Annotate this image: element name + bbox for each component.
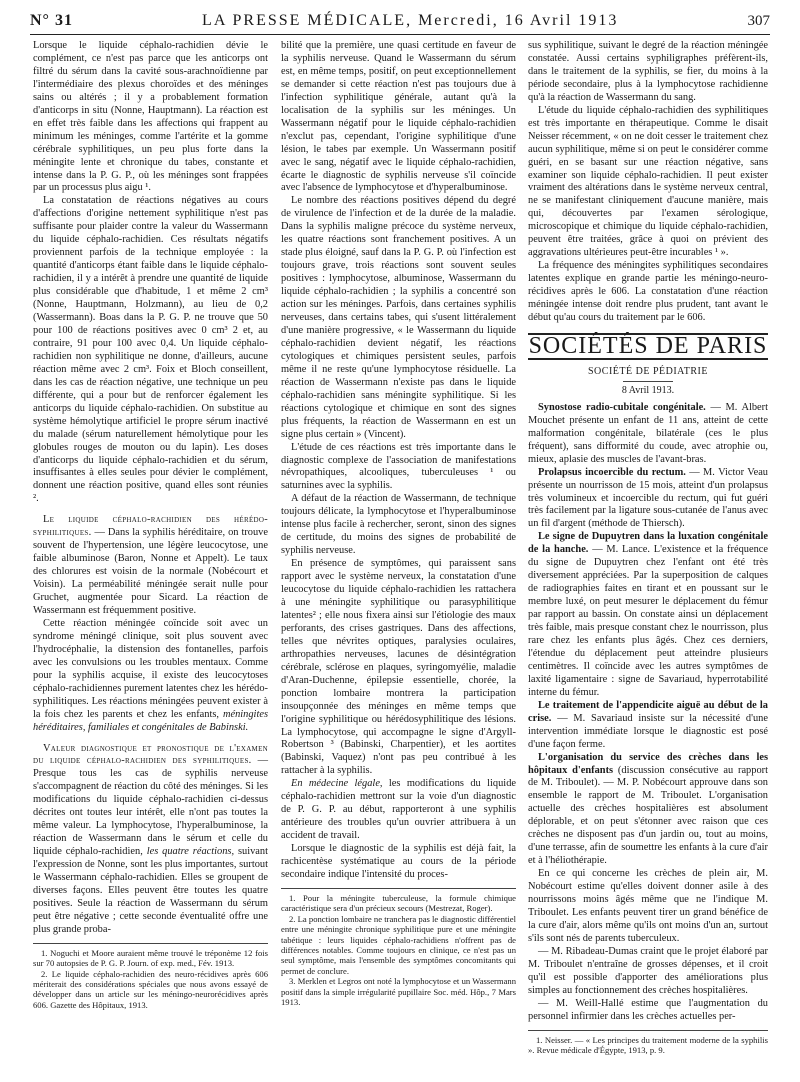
column-1 (33, 40, 268, 1080)
issue-number: N° 31 (30, 12, 73, 29)
footnotes (528, 1030, 768, 1056)
paragraph: En présence de symptômes, qui paraissent sans rapport avec le système nerveux, la constatation d'une leucocytose du liquide céphalo-rachidien les rattachera à une méningite syphilitique ou parasyphilitique latentes² ; elle nous fixera ainsi sur l'étiologie des maux perforants, des crises gastriques. Dans des affections, telles que névrites optiques, paralysies oculaires, arthropathies nerveuses, lacunes de désintégration cérébrale, sclérose en plaques, syringomyélie, maladie d'Aran-Duchenne, épilepsie essentielle, chorée, la ponction lombaire montrera la participation insoupçonnée des méninges en même temps que l'origine syphilitique ou hérédosyphilitique des lésions. La lymphocytose, qui accompagne le signe d'Argyll-Robertson ³ (Babinski, Charpentier), et les aortites (Babinski, Vaquez) n'ont pas peu contribué à les rattacher à la syphilis. (281, 558, 516, 777)
paragraph: — M. Weill-Hallé estime que l'augmentation du personnel infirmier dans les crèches actuelles per- (528, 997, 768, 1022)
italic-text: méningites héréditaires, familiales et congénitales de Babinski. (33, 708, 268, 733)
paragraph (33, 618, 268, 735)
footnote: 2. Le liquide céphalo-rachidien des neuro-récidives après 606 mériterait des considérations spéciales que nous avons essayé de développer dans un article sur les méningo-neurorécidives après 606. Gazette des Hôpitaux, 1913. (33, 968, 268, 1010)
paragraph: En ce qui concerne les crèches de plein air, M. Nobécourt estime qu'elles doivent donner asile à des nourrissons moins âgés même que ne l'indique M. Triboulet. Les enfants peuvent tirer un grand bénéfice de la cure d'air, alors même qu'ils ont moins d'un an, surtout s'ils sont nés de parents tuberculeux. (528, 868, 768, 944)
section-banner (528, 333, 768, 360)
paragraph: L'étude de ces réactions est très importante dans le diagnostic complexe de l'association de manifestations névropathiques, alcooliques, tuberculeuses ¹ ou saturnines avec la syphilis. (281, 441, 516, 492)
page-number: 307 (747, 12, 770, 29)
footnote: 3. Merklen et Legros ont noté la lymphocytose et un Wassermann positif dans la simple irrégularité pupillaire Soc. méd. Hôp., 7 Mars 1913. (281, 976, 516, 1008)
entry (528, 402, 768, 467)
footnote: 1. Neisser. — « Les principes du traitement moderne de la syphilis ». Revue médicale d'Égypte, 1913, p. 9. (528, 1034, 768, 1055)
entry-title: L'organisation du service des crèches dans les hôpitaux d'enfants (528, 751, 768, 776)
entry-text: — M. Albert Mouchet présente un enfant de 11 ans, atteint de cette malformation congénitale, bilatérale (ces le plus fréquent), sans difformité du coude, avec atrophie ou, mieux, aplasie des muscles de l'avant-bras. (528, 401, 768, 465)
entry (528, 752, 768, 869)
paragraph-text: Cette réaction méningée coïncide soit avec un syndrome méningé clinique, soit plus souvent avec l'hydrocéphalie, la distension des fontanelles, parfois avec les convulsions ou les troubles mentaux. Comme pour la syphilis acquise, il existe des leucocytoses céphalo-rachidiennes purement latentes chez les hérédo-syphilitiques. Les réactions méningées peuvent exister à la fois chez les parents et chez les enfants, (33, 617, 268, 720)
italic-text: En médecine légale, (291, 778, 383, 790)
entry (528, 700, 768, 752)
paragraph (281, 778, 516, 843)
page-header (30, 8, 770, 35)
paragraph: Lorsque le liquide céphalo-rachidien dévie le complément, ce n'est pas parce que les anticorps ont filtré du sérum dans la cavité sous-arachnoïdienne par l'intermédiaire des plexus choroïdes et des méninges sains ou altérés ; il y a probablement formation d'anticorps in situ (Nonne, Hauptmann). La réaction est en effet très faible dans les affections qui frappent au minimum les méninges, comme l'artérite et la gomme cérébrale syphilitiques, un peu plus forte dans la méningite lente et chronique du tabes, constante et intense dans la P. G. P., où les méninges sont frappées par un processus plus aigu ¹. (33, 40, 268, 194)
paragraph (33, 514, 268, 618)
entry-title: Prolapsus incoercible du rectum. (538, 466, 686, 478)
paragraph: — M. Ribadeau-Dumas craint que le projet élaboré par M. Triboulet n'entraîne de grosses dépenses, et il croit qu'il est possible d'apporter des améliorations plus simples au fonctionnement des crèches hospitalières. (528, 945, 768, 996)
society-name: SOCIÉTÉ DE PÉDIATRIE (588, 365, 708, 377)
footnote: 2. La ponction lombaire ne tranchera pas le diagnostic différentiel entre une méningite chronique syphilitique pure et une méningite tabétique : leurs liquides céphalo-rachidiens n'offrent pas de différences notables. Comme toujours en clinique, ce n'est pas un seul symptôme, mais l'ensemble des symptômes concomitants qui permet de conclure. (281, 913, 516, 976)
paragraph: bilité que la première, une quasi certitude en faveur de la syphilis nerveuse. Quand le Wassermann du sérum est, en même temps, positif, on peut exceptionnellement se demander si cette réaction n'est pas toujours due à l'infection syphilitique générale, autant qu'à la localisation de la syphilis sur les méninges. Un Wassermann négatif pour le liquide céphalo-rachidien n'exclut pas, cependant, l'origine syphilitique d'une lésion, le tabes par exemple. Un Wassermann positif avec le sang, négatif avec le liquide céphalo-rachidien, écarte le diagnostic de syphilis nerveuse s'il coïncide avec l'absence de lymphocytose et d'hyperalbuminose. (281, 40, 516, 194)
paragraph: A défaut de la réaction de Wassermann, de technique toujours délicate, la lymphocytose et l'hyperalbuminose intense plus facile à rechercher, seront, sinon des signes de certitude, du moins des signes de probabilité de syphilis nerveuse. (281, 493, 516, 557)
entry-text: — M. Victor Veau présente un nourrisson de 15 mois, atteint d'un prolapsus très volumineux et incoercible du rectum, qui fut guéri très facilement par la ligature sous-cutanée de l'anus avec un fil d'argent (méthode de Thiersch). (528, 466, 769, 530)
paragraph: Lorsque le diagnostic de la syphilis est déjà fait, la rachicentèse systématique au cours de la période secondaire indique l'intensité du proces- (281, 843, 516, 880)
paragraph (33, 743, 268, 937)
issue-date: Mercredi, 16 Avril 1913 (418, 12, 619, 29)
section-title: SOCIÉTÉS DE PARIS (528, 332, 768, 359)
entry (528, 467, 768, 532)
paragraph-text: — Dans la syphilis héréditaire, on trouve souvent de l'hypertension, une légère leucocytose, une faible albuminose (Baron, Nonne et Appelt). Le taux des chlorures est voisin de la normale (Nobécourt et Voisin). La perméabilité méningée serait nulle pour Gruchet, augmentée pour Sicard. La réaction de Wassermann est fréquemment positive. (33, 527, 268, 616)
paragraph: Le nombre des réactions positives dépend du degré de virulence de l'infection et de la durée de la maladie. Dans la syphilis maligne précoce du système nerveux, les quatre réactions sont franchement positives. A un stade plus éloigné, sauf dans la P. G. P. où l'infection est toujours grave, trois réactions sont souvent seules positives : lymphocytose, albuminose, Wassermann du liquide céphalo-rachidien ; la syphilis a concentré son action sur les méninges. Parfois, dans certaines syphilis nerveuses, dans certains tabes, qui s'usent littéralement d'une manière progressive, « le Wassermann du liquide céphalo-rachidien devient négatif, les réactions cytologiques et chimiques persistent seules, parfois même il ne reste qu'une lymphocytose résiduelle. La réaction de Wassermann n'existe pas dans le liquide céphalo-rachidien sans méningite syphilitique. Si les réactions cytologique et chimique en sont des signes plus fréquents, la réaction de Wassermann en est un signe plus certain » (Vincent). (281, 195, 516, 440)
footnote: 1. Pour la méningite tuberculeuse, la formule chimique caractéristique sera d'un précieux secours (Mestrezat, Roger). (281, 892, 516, 914)
entry-title: Le signe de Dupuytren dans la luxation congénitale de la hanche. (528, 531, 768, 556)
entry-text: (discussion consécutive au rapport de M. Triboulet). — M. P. Nobécourt approuve dans son ensemble le rapport de M. Triboulet. L'organisation actuelle des crèches hospitalières est absolument déplorable, et on peut s'étonner avec raison que ces crèches ne disposent pas d'un jardin ou, tout au moins, d'une terrasse, afin de soumettre les enfants à la cure d'air et à l'héliothérapie. (528, 764, 768, 867)
entry-text: — M. Lance. L'existence et la fréquence du signe de Dupuytren chez l'enfant ont été très diversement appréciées. Par la superposition de calques de radiographies faites en tirant et en poussant sur le membre luxé, on peut mesurer le déplacement du fémur par rapport au bassin. On constate ainsi un déplacement très faible, mais presque constant chez le nourrisson, plus rare chez les enfants plus âgés. Chez ces derniers, l'étendue du déplacement peut atteindre plusieurs centimètres. Il coïncide avec les autres symptômes de laxité ligamentaire : signe de Savariaud, hyperrotabilité interne du fémur. (528, 544, 768, 698)
italic-text: les quatre réactions, (146, 846, 235, 858)
entry (528, 531, 768, 699)
entry-title: Le traitement de l'appendicite aiguë au début de la crise. (528, 699, 768, 724)
entry-title: Synostose radio-cubitale congénitale. (538, 401, 706, 413)
entry-text: — M. Savariaud insiste sur la nécessité d'une intervention immédiate lorsque le diagnostic est posé d'une façon ferme. (528, 712, 768, 750)
meeting-date: 8 Avril 1913. (621, 384, 675, 396)
paragraph-text: — Presque tous les cas de syphilis nerveuse s'accompagnent de réaction du côté des méninges. Si les modifications du liquide céphalo-rachidien ci-dessus décrites ont toutes leur intérêt, elle n'ont pas toutes la même valeur. La lymphocytose, l'hyperalbuminose, la réaction de Wassermann dans le sérum et celle du liquide céphalo-rachidien, (33, 755, 268, 858)
paragraph: La constatation de réactions négatives au cours d'affections d'origine nettement syphilitique n'est pas suffisante pour plaider contre la valeur du Wassermann du liquide céphalo-rachidien. Ces résultats négatifs proviennent parfois de la technique employée : la quantité d'anticorps étant faible dans le liquide céphalo-rachidien, il y a intérêt à prendre une quantité de liquide plus considérable que d'habitude, 1 et même 2 cm³ (Nonne, Hauptmann, Holzmann), au lieu de 0,2 (Wassermann). Boas dans la P. G. P. ne trouve que 50 pour 100 de réactions positives avec 0 cm³ 2 et, au contraire, 91 pour 100 avec 0,4. Un liquide céphalo-rachidien non syphilitique ne donne, d'ailleurs, aucune réaction même avec 2 cm³. Foix et Bloch conseillent, dans les cas de réaction négative, une technique un peu différente, qui a pour but de renforcer également les anticorps du liquide céphalo-rachidien. On substitue au système hémolytique artificiel le propre sérum inactivé du malade (sérum naturellement hémolytique pour les globules rouges de mouton ou du lapin). Les doses d'anticorps du liquide céphalo-rachidien et du sérum, insuffisantes à elles seules pour dévier le complément, donnent une réaction positive, quand elles sont réunies ². (33, 195, 268, 505)
journal-name: LA PRESSE MÉDICALE, (202, 12, 413, 29)
column-3 (528, 40, 768, 1080)
section-heading: Valeur diagnostique et pronostique de l'examen du liquide céphalo-rachidien des syphilitiques. (33, 742, 268, 767)
divider (623, 381, 673, 382)
footnotes (33, 943, 268, 1010)
paragraph: L'étude du liquide céphalo-rachidien des syphilitiques est très importante en thérapeutique. Comme le disait Neisser récemment, « on ne doit cesser le traitement chez aucun syphilitique, même si on peut le considérer comme guéri, en se basant sur une réaction négative, sans examiner son liquide céphalo-rachidien. Il peut exister vraiment des altérations dans le système nerveux central, ne se manifestant cliniquement d'aucune manière, mais qui, découvertes par l'examen sérologique, microscopique et chimique du liquide céphalo-rachidien, peuvent être traitées, grâce à quoi on prévient des aggravations ultérieures peut-être incurables ¹ ». (528, 104, 768, 259)
journal-title (202, 12, 618, 30)
footnotes (281, 888, 516, 1007)
paragraph: La fréquence des méningites syphilitiques secondaires latentes explique en grande partie les méningo-neuro-récidives après le 606. La constatation d'une réaction méningée intense doit rendre plus prudent, tant avant le début qu'au cours du traitement par le 606. (528, 260, 768, 324)
paragraph-text: suivant l'expression de Nonne, sont les plus importantes, surtout le Wassermann céphalo-rachidien. Elles se groupent de diverses façons. Elles peuvent être toutes les quatre positives. Seule la réaction de Wassermann du sérum peut être négative ; cette seconde éventualité offre une plus grande proba- (33, 846, 269, 935)
column-2 (281, 40, 516, 1080)
paragraph: sus syphilitique, suivant le degré de la réaction méningée constatée. Aussi certains syphiligraphes préfèrent-ils, dans le traitement de la syphilis, se fier, du moins à la période secondaire, plus à la lymphocytose rachidienne qu'à la réaction de Wassermann du sang. (528, 40, 768, 103)
footnote: 1. Noguchi et Moore auraient même trouvé le tréponème 12 fois sur 70 autopsies de P. G. P. Journ. of exp. med., Fév. 1913. (33, 947, 268, 969)
paragraph-text: les modifications du liquide céphalo-rachidien mettront sur la voie d'un diagnostic de P. G. P. au début, rapporteront à une syphilis antérieure des troubles qu'un ouvrier attribuera à un accident de travail. (281, 778, 516, 842)
section-heading: Le liquide céphalo-rachidien des hérédo-syphilitiques. (33, 514, 268, 539)
